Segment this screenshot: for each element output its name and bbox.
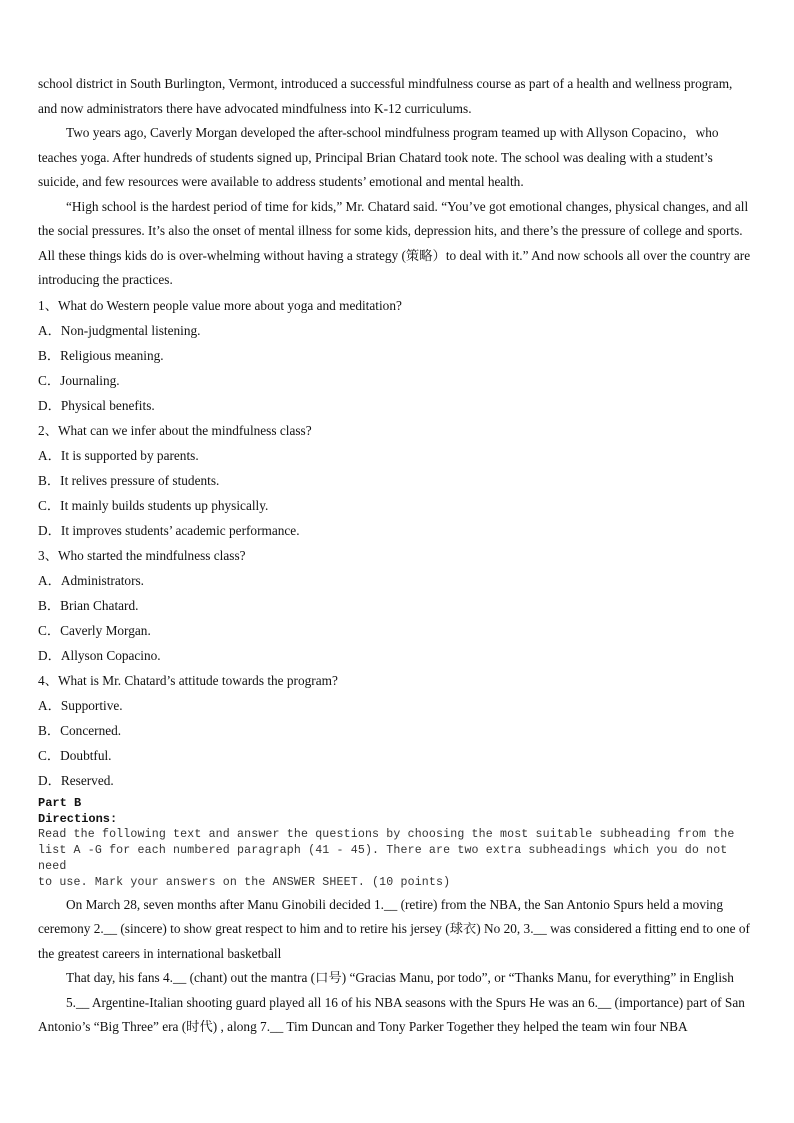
question-2 — [38, 418, 754, 543]
reading-passage — [38, 72, 754, 293]
option-b: B．Brian Chatard. — [38, 597, 139, 613]
question-1 — [38, 293, 754, 418]
option-d: D．It improves students’ academic performance. — [38, 522, 300, 538]
option-b: B．Concerned. — [38, 722, 122, 738]
option-b: B．Religious meaning. — [38, 347, 164, 363]
option-a: A．Non-judgmental listening. — [38, 322, 201, 338]
cloze-paragraph-1: On March 28, seven months after Manu Ginobili decided 1.__ (retire) from the NBA, the San Antonio Spurs held a moving ceremony 2.__ (sincere) to show great respect to him and to retire his jersey (球衣) No 20, 3.__ was considered a fitting end to one of the greatest careers in international basketball — [38, 896, 750, 961]
question-3 — [38, 543, 754, 668]
directions-line-2: list A -G for each numbered paragraph (41 - 45). There are two extra subheadings which you do not need — [38, 843, 728, 873]
question-stem: 3、Who started the mindfulness class? — [38, 547, 246, 563]
cloze-paragraph-3: 5.__ Argentine-Italian shooting guard played all 16 of his NBA seasons with the Spurs He was an 6.__ (importance) part of San Antonio’s “Big Three” era (时代) , along 7.__ Tim Duncan and Tony Parker Together they helped the team win four NBA — [38, 994, 745, 1035]
passage-paragraph-3: “High school is the hardest period of time for kids,” Mr. Chatard said. “You’ve got emotional changes, physical changes, and all the social pressures. It’s also the onset of mental illness for some kids, depression hits, and there’s the pressure of college and sports. All these things kids do is over-whelming without having a strategy (策略）to deal with it.” And now schools all over the country are introducing the practices. — [38, 198, 751, 287]
question-stem: 2、What can we infer about the mindfulness class? — [38, 422, 312, 438]
option-d: D．Allyson Copacino. — [38, 647, 161, 663]
option-a: A．Supportive. — [38, 697, 123, 713]
option-c: C．Caverly Morgan. — [38, 622, 151, 638]
option-c: C．Doubtful. — [38, 747, 112, 763]
option-d: D．Reserved. — [38, 772, 114, 788]
directions-label: Directions: — [38, 811, 118, 826]
question-stem: 4、What is Mr. Chatard’s attitude towards the program? — [38, 672, 338, 688]
option-c: C．It mainly builds students up physically. — [38, 497, 269, 513]
option-a: A．Administrators. — [38, 572, 144, 588]
part-b-heading: Part B — [38, 795, 82, 810]
option-b: B．It relives pressure of students. — [38, 472, 220, 488]
option-c: C．Journaling. — [38, 372, 120, 388]
question-list — [38, 293, 754, 793]
cloze-passage — [38, 893, 754, 1041]
directions-line-3: to use. Mark your answers on the ANSWER SHEET. (10 points) — [38, 875, 451, 889]
question-4 — [38, 668, 754, 793]
part-b-section — [38, 795, 754, 891]
passage-paragraph-1: school district in South Burlington, Vermont, introduced a successful mindfulness course as part of a health and wellness program, and now administrators there have advocated mindfulness into K-12 curriculums. — [38, 76, 733, 116]
question-stem: 1、What do Western people value more about yoga and meditation? — [38, 297, 402, 313]
cloze-paragraph-2: That day, his fans 4.__ (chant) out the mantra (口号) “Gracias Manu, por todo”, or “Thanks Manu, for everything” in English — [66, 970, 734, 986]
directions-line-1: Read the following text and answer the questions by choosing the most suitable subheading from the — [38, 827, 735, 841]
option-d: D．Physical benefits. — [38, 397, 155, 413]
document-page — [38, 72, 754, 1040]
passage-paragraph-2: Two years ago, Caverly Morgan developed the after-school mindfulness program teamed up with Allyson Copacino，who teaches yoga. After hundreds of students signed up, Principal Brian Chatard took note. The school was dealing with a student’s suicide, and few resources were available to address students’ emotional and mental health. — [38, 125, 719, 189]
option-a: A．It is supported by parents. — [38, 447, 199, 463]
